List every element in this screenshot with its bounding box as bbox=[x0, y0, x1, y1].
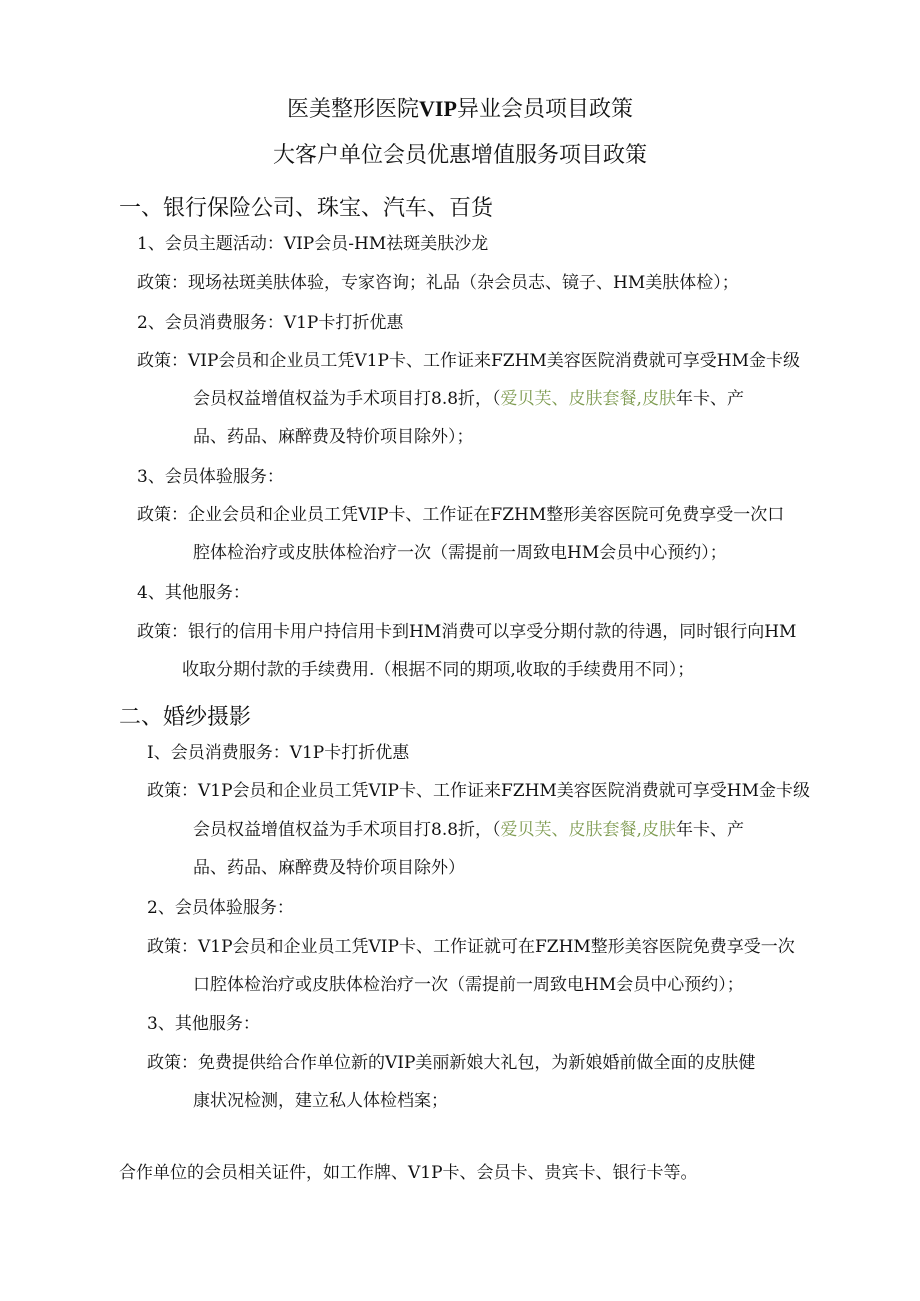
title-part-1: 医美整形医院 bbox=[287, 97, 420, 122]
document-subtitle: 大客户单位会员优惠增值服务项目政策 bbox=[272, 143, 647, 168]
s2-item-3-title: 3、其他服务： bbox=[147, 1014, 260, 1034]
s1-item-3-line-2: 腔体检治疗或皮肤体检治疗一次（需提前一周致电HM会员中心预约）； bbox=[193, 543, 727, 563]
s2-item-3-line-1: 政策：免费提供给合作单位新的VIP美丽新娘大礼包，为新娘婚前做全面的皮肤健 bbox=[147, 1053, 756, 1073]
s1-item-3-title: 3、会员体验服务： bbox=[137, 467, 284, 487]
s1-item-1-line-1: 政策：现场祛斑美肤体验，专家咨询；礼品（杂会员志、镜子、HM美肤体检）； bbox=[137, 273, 739, 293]
title-part-2: 异业会员项目政策 bbox=[456, 97, 633, 122]
title-vip: VIP bbox=[419, 96, 457, 121]
s1-item-4-title: 4、其他服务： bbox=[137, 583, 250, 603]
s1-item-2-line-2 bbox=[193, 391, 744, 408]
s2-item-1-line-3: 品、药品、麻醉费及特价项目除外） bbox=[193, 858, 465, 878]
s2-item-2-line-2: 口腔体检治疗或皮肤体检治疗一次（需提前一周致电HM会员中心预约）； bbox=[193, 975, 744, 995]
s2-item-1-line-2 bbox=[193, 822, 744, 839]
s1-item-2-line-2-c: 年卡、产 bbox=[675, 389, 744, 409]
s1-item-1-title: 1、会员主题活动：VIP会员-HM祛斑美肤沙龙 bbox=[137, 234, 489, 254]
s2-item-1-line-2-a: 会员权益增值权益为手术项目打8.8折，（ bbox=[193, 820, 501, 840]
s1-item-2-line-3: 品、药品、麻醉费及特价项目除外）； bbox=[193, 427, 474, 447]
s2-item-2-title: 2、会员体验服务： bbox=[147, 898, 294, 918]
s1-item-3-line-1: 政策：企业会员和企业员工凭VIP卡、工作证在FZHM整形美容医院可免费享受一次口 bbox=[137, 505, 785, 525]
s1-item-2-line-1: 政策：VIP会员和企业员工凭V1P卡、工作证来FZHM美容医院消费就可享受HM金卡级 bbox=[137, 351, 801, 371]
footer-note: 合作单位的会员相关证件，如工作牌、V1P卡、会员卡、贵宾卡、银行卡等。 bbox=[119, 1163, 698, 1183]
s2-item-1-highlight: 爱贝芙、皮肤套餐,皮肤 bbox=[500, 820, 676, 840]
s1-item-4-line-2: 收取分期付款的手续费用.（根据不同的期项,收取的手续费用不同）； bbox=[182, 660, 695, 680]
s2-item-2-line-1: 政策：V1P会员和企业员工凭VIP卡、工作证就可在FZHM整形美容医院免费享受一次 bbox=[147, 937, 795, 957]
section-heading-2: 二、婚纱摄影 bbox=[119, 705, 252, 730]
s2-item-3-line-2: 康状况检测，建立私人体检档案； bbox=[193, 1091, 448, 1111]
section-heading-1: 一、银行保险公司、珠宝、汽车、百货 bbox=[119, 196, 494, 221]
s1-item-2-highlight: 爱贝芙、皮肤套餐,皮肤 bbox=[500, 389, 676, 409]
s1-item-4-line-1: 政策：银行的信用卡用户持信用卡到HM消费可以享受分期付款的待遇，同时银行向HM bbox=[137, 622, 797, 642]
s1-item-2-title: 2、会员消费服务：V1P卡打折优惠 bbox=[137, 313, 404, 333]
s2-item-1-title: I、会员消费服务：V1P卡打折优惠 bbox=[147, 743, 410, 763]
document-title bbox=[0, 98, 920, 121]
s1-item-2-line-2-a: 会员权益增值权益为手术项目打8.8折，（ bbox=[193, 389, 501, 409]
s2-item-1-line-1: 政策：V1P会员和企业员工凭VIP卡、工作证来FZHM美容医院消费就可享受HM金卡级 bbox=[147, 781, 811, 801]
s2-item-1-line-2-c: 年卡、产 bbox=[675, 820, 744, 840]
